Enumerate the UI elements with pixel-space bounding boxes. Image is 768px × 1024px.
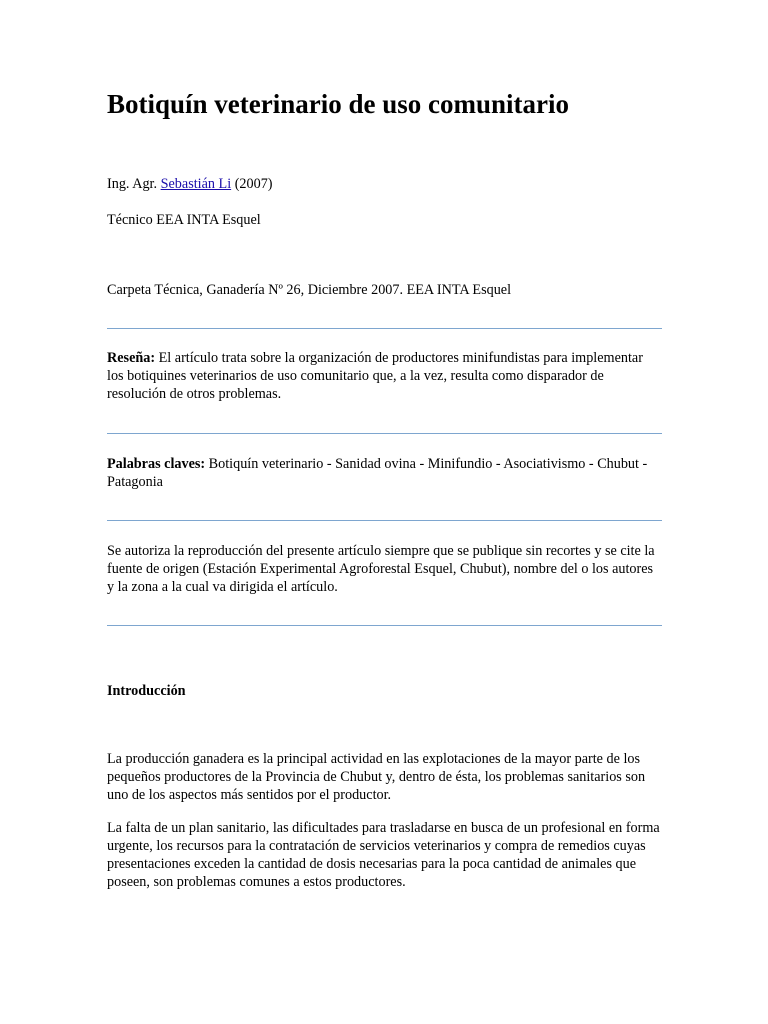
author-link[interactable]: Sebastián Li (160, 176, 232, 192)
section-divider (107, 328, 662, 329)
section-divider (107, 433, 662, 434)
author-affiliation: Técnico EEA INTA Esquel (107, 212, 261, 228)
abstract-text: El artículo trata sobre la organización de productores minifundistas para implementar los botiquines veterinarios de uso comunitario que, a la vez, resulta como disparador de resolución de otros problemas. (107, 350, 643, 402)
intro-paragraph: La falta de un plan sanitario, las dificultades para trasladarse en busca de un profesional en forma urgente, los recursos para la contratación de servicios veterinarios y compra de remedios cuyas presentaciones exceden la cantidad de dosis necesarias para la poca cantidad de animales que poseen, son problemas comunes a estos productores. (107, 820, 660, 890)
keywords-text: Botiquín veterinario - Sanidad ovina - Minifundio - Asociativismo - Chubut - Patagonia (107, 456, 648, 490)
abstract-paragraph (107, 349, 662, 403)
document-title: Botiquín veterinario de uso comunitario (107, 89, 570, 119)
abstract-label: Reseña: (107, 350, 156, 366)
keywords-paragraph (107, 455, 662, 491)
author-line (107, 175, 662, 193)
license-notice: Se autoriza la reproducción del presente artículo siempre que se publique sin recortes y se cite la fuente de origen (Estación Experimental Agroforestal Esquel, Chubut), nombre del o los autores y la zona a la cual va dirigida el artículo. (107, 543, 655, 595)
source-citation: Carpeta Técnica, Ganadería Nº 26, Diciembre 2007. EEA INTA Esquel (107, 282, 512, 298)
section-divider (107, 625, 662, 626)
author-prefix: Ing. Agr. (107, 176, 161, 192)
section-divider (107, 520, 662, 521)
author-year: (2007) (231, 176, 273, 192)
intro-heading: Introducción (107, 683, 186, 699)
intro-paragraph: La producción ganadera es la principal actividad en las explotaciones de la mayor parte de los pequeños productores de la Provincia de Chubut y, dentro de ésta, los problemas sanitarios son uno de los aspectos más sentidos por el productor. (107, 751, 646, 803)
keywords-label: Palabras claves: (107, 456, 206, 472)
